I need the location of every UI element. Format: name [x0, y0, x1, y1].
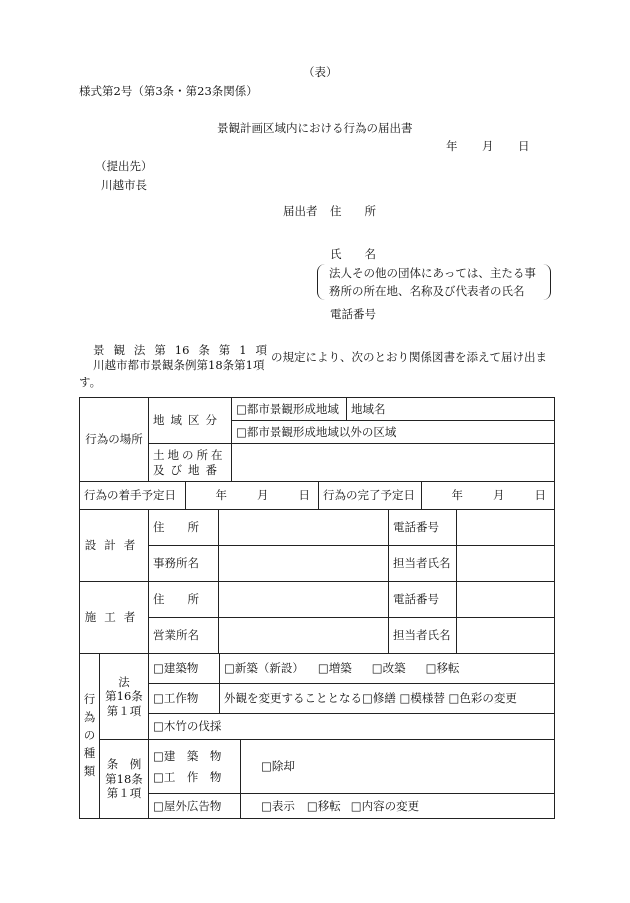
land-location-field[interactable] — [232, 444, 554, 482]
date-day: 日 — [518, 139, 530, 153]
page-side-label: （表） — [303, 65, 338, 79]
ordinance-removal-option[interactable]: □除却 — [241, 740, 554, 794]
builder-phone-label: 電話番号 — [389, 582, 457, 618]
ordinance-outdoor-ad-option[interactable]: □屋外広告物 — [149, 794, 241, 818]
start-date-label: 行為の着手予定日 — [80, 482, 186, 510]
applicant-note-line2: 務所の所在地、名称及び代表者の氏名 — [329, 284, 525, 298]
builder-address-label: 住 所 — [149, 582, 219, 618]
builder-contact-field[interactable] — [457, 618, 554, 654]
document-title: 景観計画区域内における行為の届出書 — [217, 121, 413, 135]
law-reference: 景観法第16条第1項 — [93, 343, 267, 357]
designer-contact-field[interactable] — [457, 546, 554, 582]
applicant-label: 届出者 — [283, 204, 318, 218]
ordinance-section-label: 条 例 第18条 第１項 — [100, 740, 149, 818]
designer-label: 設計者 — [80, 510, 149, 582]
applicant-address-label: 住 所 — [330, 204, 376, 218]
left-bracket — [317, 264, 328, 300]
area-option-other[interactable]: □都市景観形成地域以外の区域 — [232, 421, 554, 444]
form-number: 様式第2号（第3条・第23条関係） — [79, 84, 258, 98]
date-month: 月 — [482, 139, 494, 153]
designer-address-label: 住 所 — [149, 510, 219, 546]
builder-address-field[interactable] — [219, 582, 389, 618]
builder-business-field[interactable] — [219, 618, 389, 654]
statement-text: の規定により、次のとおり関係図書を添えて届け出ま — [271, 350, 547, 364]
ordinance-outdoor-ad-actions[interactable]: □表示 □移転 □内容の変更 — [261, 798, 420, 813]
law-structure-option[interactable]: □工作物 — [149, 684, 220, 714]
ordinance-reference: 川越市都市景観条例第18条第1項 — [93, 358, 265, 372]
applicant-phone-label: 電話番号 — [330, 307, 376, 321]
end-date-field[interactable]: 年 月 日 — [422, 482, 554, 510]
designer-address-field[interactable] — [219, 510, 389, 546]
law-tree-cutting-option[interactable]: □木竹の伐採 — [149, 714, 554, 740]
builder-label: 施工者 — [80, 582, 149, 654]
builder-phone-field[interactable] — [457, 582, 554, 618]
notification-form-table — [79, 397, 555, 819]
designer-contact-label: 担当者氏名 — [389, 546, 457, 582]
law-structure-actions[interactable]: 外観を変更することとなる□修繕 □模様替 □色彩の変更 — [220, 684, 554, 714]
builder-contact-label: 担当者氏名 — [389, 618, 457, 654]
builder-business-label: 営業所名 — [149, 618, 219, 654]
land-location-label: 土地の所在 及び地番 — [149, 444, 232, 482]
recipient-name: 川越市長 — [101, 178, 147, 192]
area-option-scenic[interactable]: □都市景観形成地域 — [232, 398, 347, 421]
applicant-note-line1: 法人その他の団体にあっては、主たる事 — [329, 266, 536, 280]
designer-phone-label: 電話番号 — [389, 510, 457, 546]
start-date-field[interactable]: 年 月 日 — [186, 482, 319, 510]
area-division-label: 地域区分 — [149, 398, 232, 444]
applicant-name-label: 氏 名 — [330, 247, 376, 261]
statement-text-end: す。 — [79, 375, 102, 389]
date-year: 年 — [446, 139, 458, 153]
ordinance-building-structure-options[interactable]: □建 築 物 □工 作 物 — [149, 740, 241, 794]
end-date-label: 行為の完了予定日 — [319, 482, 422, 510]
law-building-option[interactable]: □建築物 — [149, 654, 220, 684]
place-label: 行為の場所 — [80, 398, 149, 482]
law-section-label: 法 第16条 第１項 — [100, 654, 149, 740]
law-building-actions[interactable]: □新築（新設） □増築 □改築 □移転 — [220, 654, 554, 684]
designer-phone-field[interactable] — [457, 510, 554, 546]
designer-office-field[interactable] — [219, 546, 389, 582]
designer-office-label: 事務所名 — [149, 546, 219, 582]
act-kind-label: 行 為 の 種 類 — [80, 654, 100, 818]
right-bracket — [540, 264, 551, 300]
area-name-field[interactable]: 地域名 — [347, 398, 554, 421]
recipient-label: （提出先） — [95, 159, 153, 173]
